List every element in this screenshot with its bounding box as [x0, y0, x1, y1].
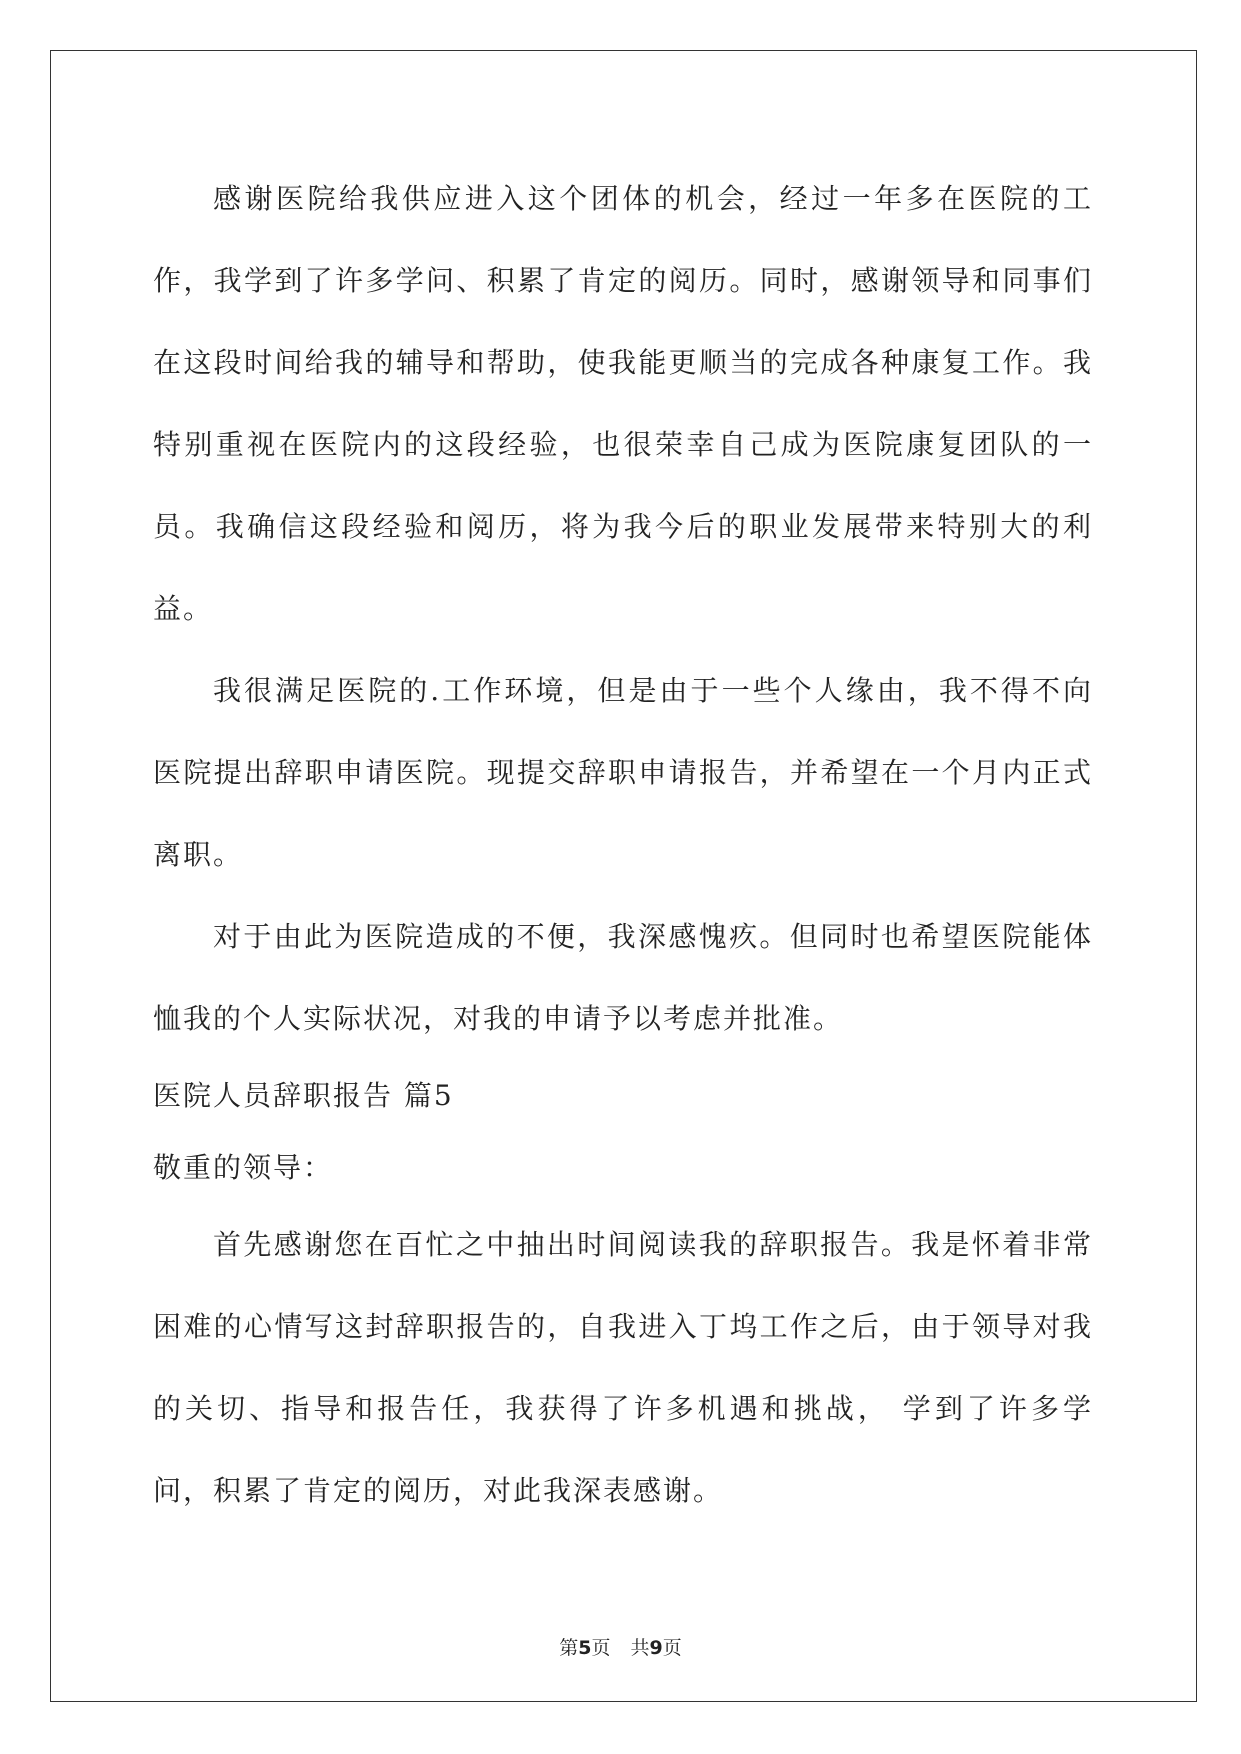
- footer-total-suffix: 页: [662, 1637, 682, 1659]
- current-page-number: 5: [578, 1637, 592, 1659]
- paragraph: 对于由此为医院造成的不便，我深感愧疚。但同时也希望医院能体恤我的个人实际状况，对我的申请予以考虑并批准。: [153, 920, 1093, 1035]
- page-footer: [0, 1633, 1241, 1660]
- salutation: 敬重的领导：: [153, 1151, 334, 1184]
- paragraph: 感谢医院给我供应进入这个团体的机会，经过一年多在医院的工作，我学到了许多学问、积累了肯定的阅历。同时，感谢领导和同事们在这段时间给我的辅导和帮助，使我能更顺当的完成各种康复工作。我特别重视在医院内的这段经验，也很荣幸自己成为医院康复团队的一员。我确信这段经验和阅历，将为我今后的职业发展带来特别大的利益。: [153, 182, 1093, 625]
- total-page-number: 9: [649, 1637, 663, 1659]
- document-body: [153, 158, 1093, 1532]
- footer-total-prefix: 共: [630, 1637, 650, 1659]
- section-title: 医院人员辞职报告 篇5: [153, 1079, 454, 1112]
- paragraph: 首先感谢您在百忙之中抽出时间阅读我的辞职报告。我是怀着非常困难的心情写这封辞职报告的，自我进入丁坞工作之后，由于领导对我的关切、指导和报告任，我获得了许多机遇和挑战， 学到了许多学问，积累了肯定的阅历，对此我深表感谢。: [153, 1228, 1093, 1507]
- footer-prefix: 第: [559, 1637, 579, 1659]
- footer-page-suffix: 页: [591, 1637, 611, 1659]
- paragraph: 我很满足医院的.工作环境，但是由于一些个人缘由，我不得不向医院提出辞职申请医院。现提交辞职申请报告，并希望在一个月内正式离职。: [153, 674, 1093, 871]
